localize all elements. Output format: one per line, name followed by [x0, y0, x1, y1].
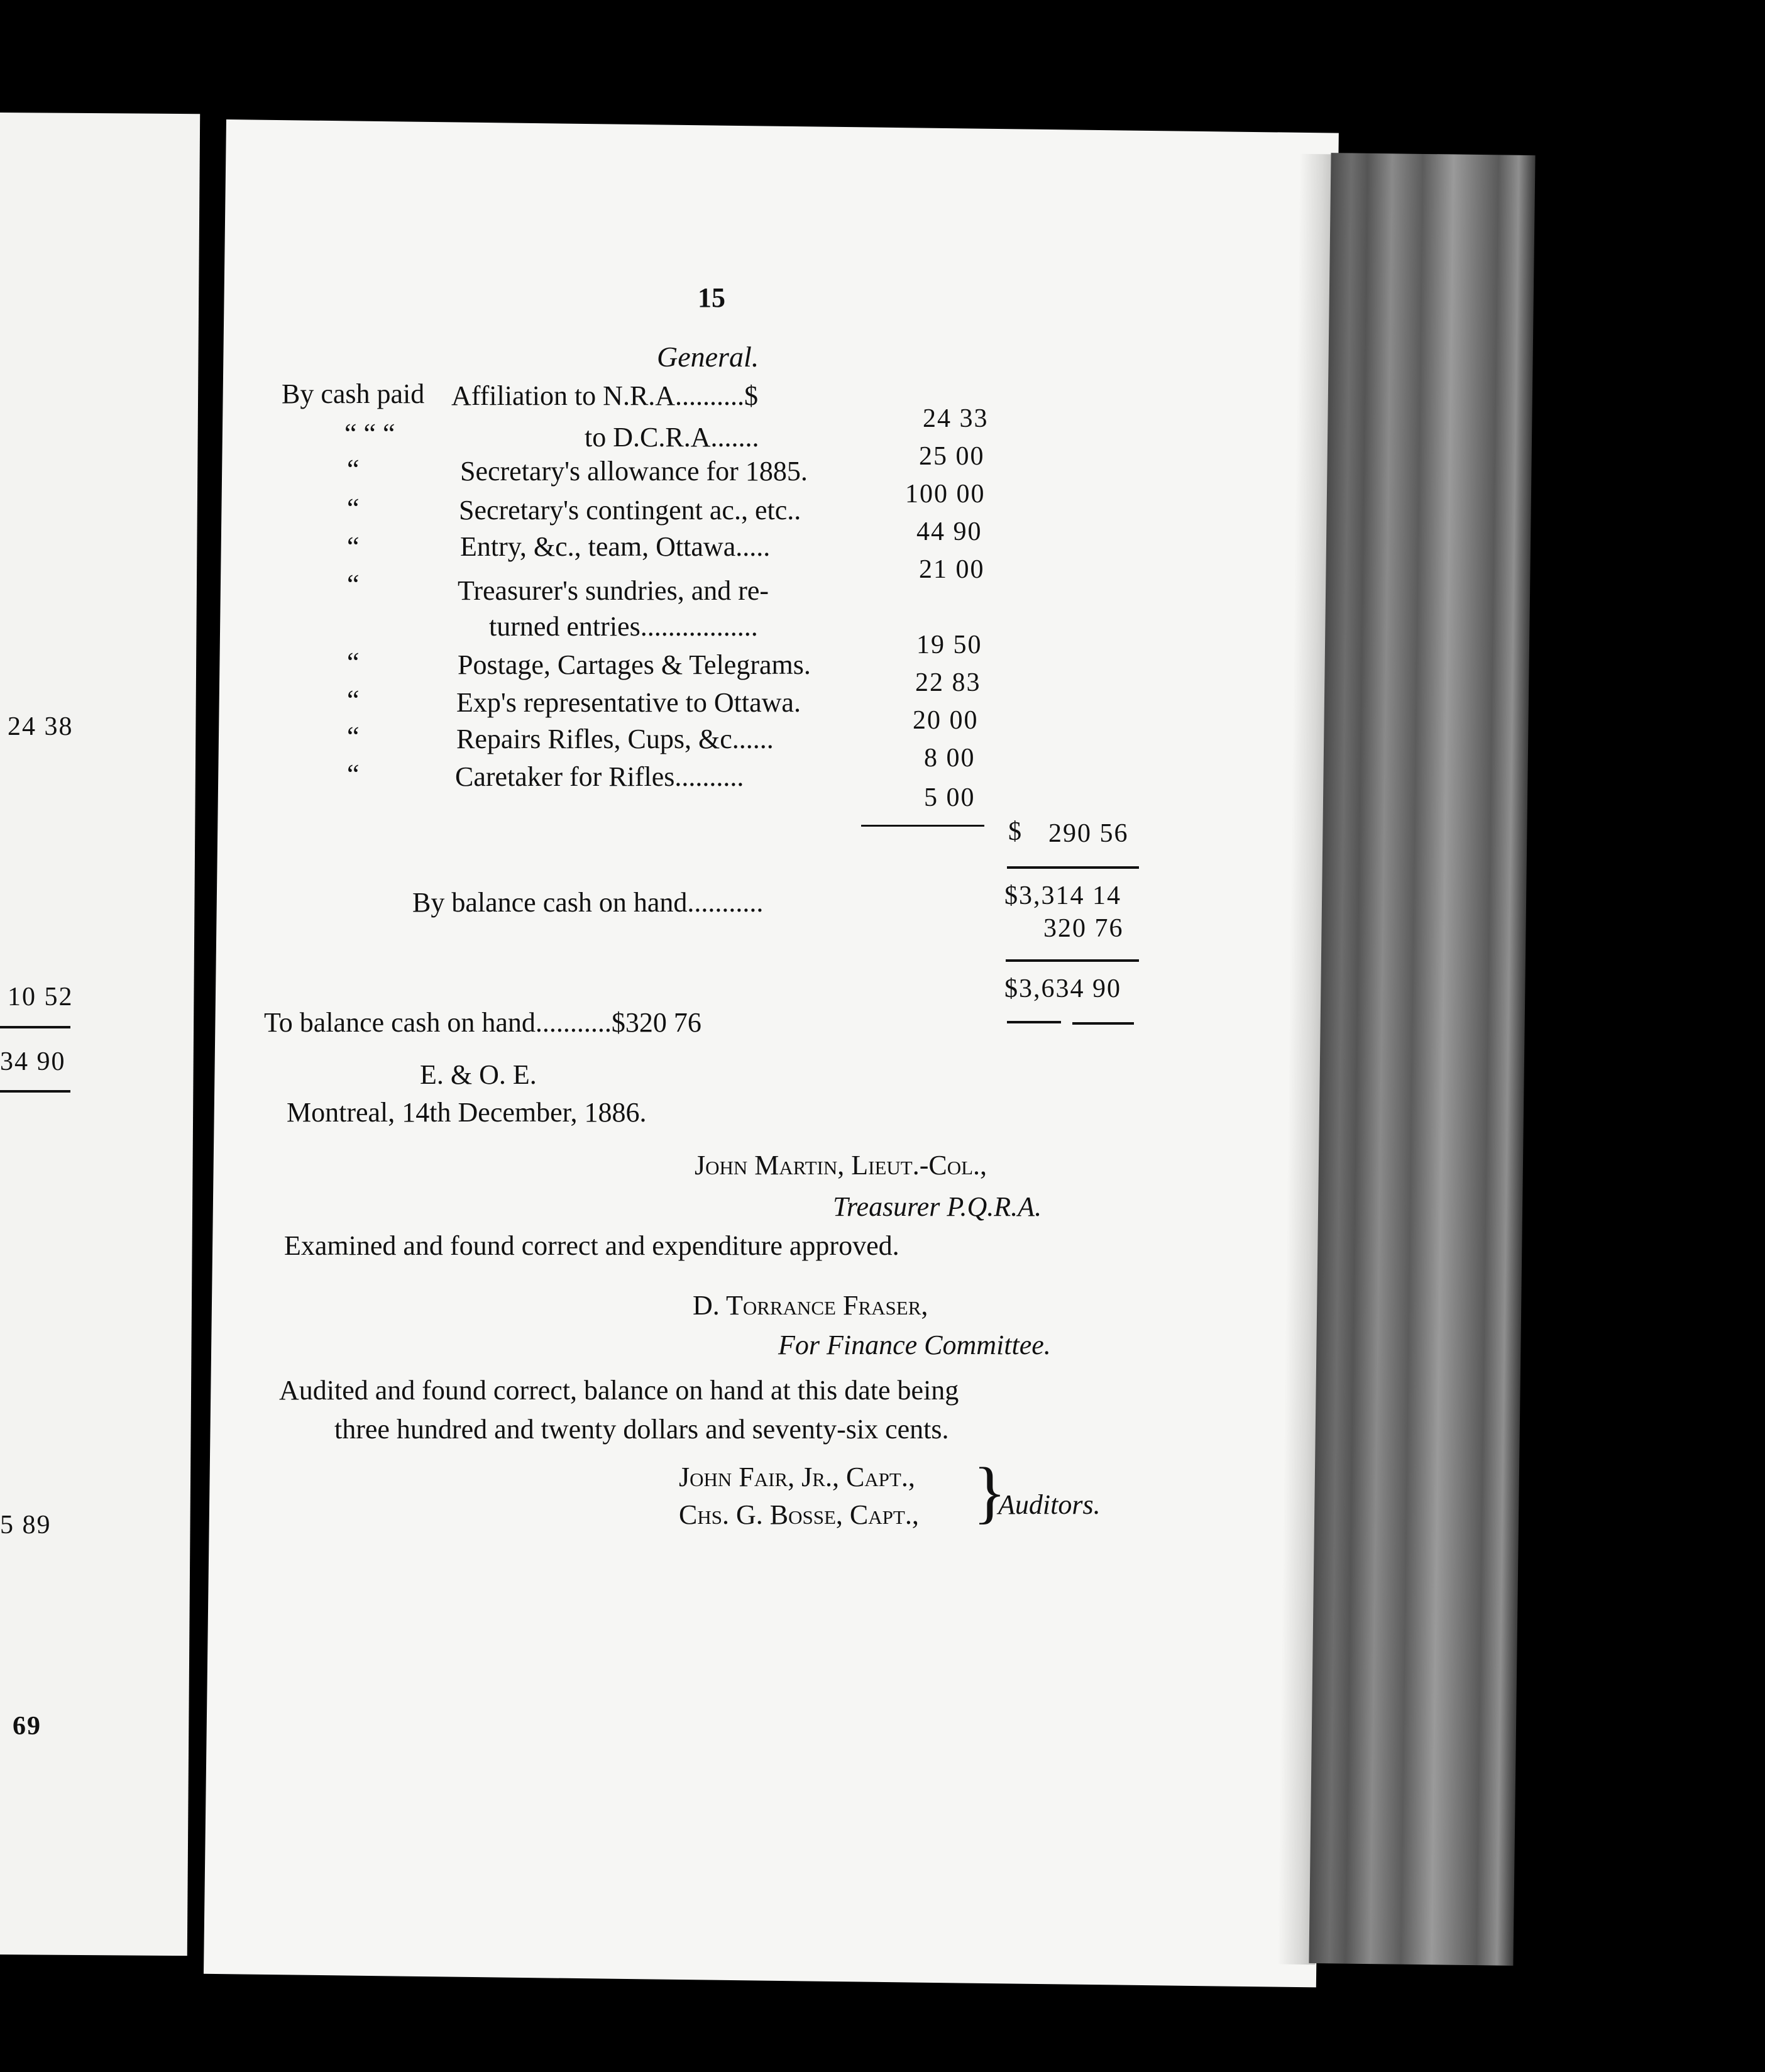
- examined-statement: Examined and found correct and expenditure approved.: [284, 1230, 899, 1261]
- left-page-number: 69: [13, 1712, 41, 1741]
- balance-amount: 320 76: [1043, 914, 1124, 943]
- ditto-mark: “: [347, 685, 360, 715]
- auditor-name: John Fair, Jr., Capt.,: [679, 1462, 915, 1492]
- entry-amount: 20 00: [913, 706, 979, 735]
- entry-amount: 19 50: [916, 631, 982, 659]
- rule: [1007, 1021, 1061, 1023]
- entry-amount: 22 83: [915, 668, 981, 697]
- treasurer-title: Treasurer P.Q.R.A.: [833, 1191, 1042, 1222]
- left-page-amount: 5 89: [0, 1511, 52, 1540]
- entry-label: to D.C.R.A.......: [585, 422, 759, 453]
- total-before-balance: $3,314 14: [1004, 881, 1121, 910]
- auditors-label: Auditors.: [998, 1489, 1101, 1520]
- entry-amount: 100 00: [905, 480, 986, 509]
- previous-page: [0, 113, 200, 1956]
- ditto-mark: “: [347, 569, 360, 600]
- ditto-mark: “: [347, 721, 360, 752]
- entry-label: Treasurer's sundries, and re-: [458, 575, 769, 606]
- audit-statement-continued: three hundred and twenty dollars and seventy-six cents.: [334, 1414, 949, 1445]
- rule: [1006, 959, 1139, 962]
- auditor-name: Chs. G. Bosse, Capt.,: [679, 1499, 919, 1530]
- audit-statement: Audited and found correct, balance on hand at this date being: [279, 1375, 959, 1406]
- entry-label: Affiliation to N.R.A..........$: [451, 380, 759, 411]
- subtotal-dollar: $: [1008, 817, 1023, 846]
- finance-committee: For Finance Committee.: [778, 1330, 1051, 1360]
- entry-amount: 21 00: [919, 555, 985, 584]
- left-page-amount: 34 90: [0, 1047, 66, 1076]
- entry-label: Caretaker for Rifles..........: [455, 761, 744, 792]
- subtotal-amount: 290 56: [1048, 819, 1129, 848]
- grand-total: $3,634 90: [1004, 974, 1121, 1003]
- entry-label: Exp's representative to Ottawa.: [456, 687, 801, 718]
- treasurer-name: John Martin, Lieut.-Col.,: [695, 1150, 987, 1181]
- balance-label: By balance cash on hand...........: [412, 887, 764, 918]
- entry-label: Postage, Cartages & Telegrams.: [458, 649, 811, 680]
- finance-signatory: D. Torrance Fraser,: [693, 1290, 928, 1321]
- entry-amount: 25 00: [919, 442, 985, 471]
- rule: [0, 1090, 70, 1093]
- ditto-mark: “: [347, 531, 360, 562]
- to-balance-line: To balance cash on hand...........$320 76: [264, 1007, 701, 1038]
- entry-label: turned entries.................: [489, 611, 758, 642]
- ditto-marks: “ “ “: [344, 418, 395, 449]
- rule: [861, 825, 984, 827]
- entry-amount: 24 33: [923, 404, 989, 433]
- rule: [1072, 1022, 1134, 1025]
- left-page-amount: 24 38: [8, 712, 74, 741]
- left-page-amount: 10 52: [8, 983, 74, 1011]
- entry-amount: 44 90: [916, 517, 982, 546]
- entry-amount: 5 00: [924, 783, 976, 812]
- ditto-mark: “: [347, 454, 360, 485]
- entry-label: Secretary's contingent ac., etc..: [459, 495, 801, 526]
- entry-amount: 8 00: [924, 744, 976, 773]
- errors-omissions: E. & O. E.: [420, 1059, 537, 1090]
- entry-label: Entry, &c., team, Ottawa.....: [460, 531, 771, 562]
- entry-prefix: By cash paid: [282, 378, 425, 409]
- book-edge: [1309, 153, 1535, 1966]
- entry-label: Secretary's allowance for 1885.: [460, 456, 808, 487]
- brace: }: [973, 1453, 1006, 1530]
- ditto-mark: “: [347, 493, 360, 524]
- page-number: 15: [698, 282, 725, 313]
- section-title: General.: [657, 341, 759, 373]
- entry-label: Repairs Rifles, Cups, &c......: [456, 724, 774, 754]
- rule: [1007, 866, 1139, 869]
- rule: [0, 1026, 70, 1028]
- date-line: Montreal, 14th December, 1886.: [287, 1097, 647, 1128]
- ditto-mark: “: [347, 759, 360, 790]
- ditto-mark: “: [347, 647, 360, 678]
